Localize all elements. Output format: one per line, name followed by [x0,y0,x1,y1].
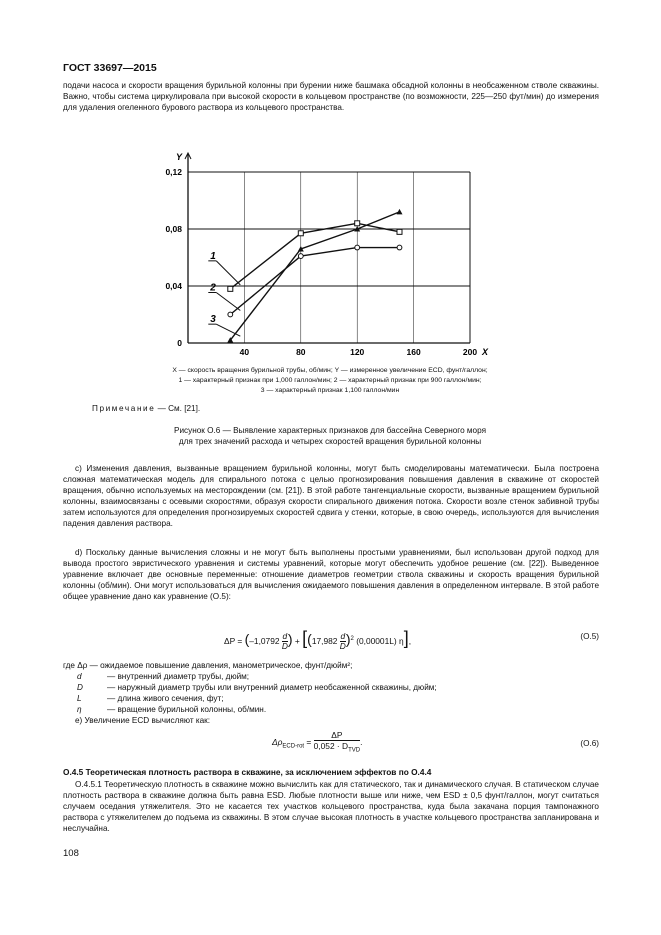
x-axis-label: X [482,347,489,357]
series-3-label: 3 [210,314,216,326]
x-tick-label-0: 40 [239,347,250,357]
y-tick-label-0: 0 [177,338,182,348]
series-1-point-1 [298,231,303,236]
where-intro: где Δρ — ожидаемое повышение давления, манометрическое, фунт/дюйм²; [63,661,353,670]
eq6-number: (О.6) [580,739,599,748]
equation-o6: $\Delta\rho_{ECD-rot}$ = ΔP $0,052 \cdot D_{TVD}$ . [272,730,363,754]
note-label: Примечание [92,404,156,413]
page-number: 108 [63,848,79,859]
variable-definitions [63,660,437,727]
y-tick-label-1: 0,04 [165,281,182,291]
eq5-lhs: ΔP = [224,636,245,646]
series-3-leader [216,324,240,336]
def-eta: η — вращение бурильной колонны, об/мин. [77,705,267,715]
series-2-point-0 [228,312,233,317]
figure-title [100,425,560,447]
chart [160,145,490,360]
series-1-leader [216,261,240,285]
paragraph-451: О.4.5.1 Теоретическую плотность в скважине можно вычислить как для статического, так и динамического случая. В статическом случае плотность раствора в скважине должна быть равна ESD. Любые плотности выше или ниже, чем ESD ± 0,5 фунт/галлон, могут считаться случаем оседания утяжелителя. Это не касается тех участков кольцевого пространства, куда была закачана порция тампонажного раствора с утяжелителем до подъема из скважины. В этом случае высокая плотность в участке кольцевого пространства запланирована и неслучайна. [63,780,599,834]
paragraph-c: c) Изменения давления, вызванные вращением бурильной колонны, могут быть смоделированы математически. Была построена сложная математическая модель для спирального потока с целью прогнозирования повышения давления в скважине от скоростей вращения, обычно используемых на месторождении (см. [21]). В этой работе тангенциальные скорости, вызванные вращением бурильной колонны, взаимосвязаны с осевыми скоростями, образуя скорости спирального движения потока. Скорости возле стенок забивной трубы затем используются для определения прогнозируемых скоростей сдвига у стенки, которые, в свою очередь, используются для вычисления падения давления раствора. [63,464,599,529]
x-tick-label-3: 160 [406,347,421,357]
series-2-line [230,248,399,315]
equation-o5: ΔP = (–1,0792 $\frac{d}{D}$ ) + [(17,982 $\frac{d}{D}$ )$^2$ (0,00001L) η], [224,628,412,652]
note-text: — См. [21]. [155,404,201,413]
series-1-label: 1 [210,250,216,262]
x-tick-label-4: 200 [462,347,478,357]
figure-title-line-1: Рисунок О.6 — Выявление характерных признаков для бассейна Северного моря [174,426,486,435]
series-2-leader [216,293,240,311]
intro-paragraph: подачи насоса и скорости вращения бурильной колонны при бурении ниже башмака обсадной колонны в необсаженном стволе скважины. Важно, чтобы система циркулировала при высокой скорости в кольцевом пространстве (по возможности, 225—250 фут/мин) до измерения для удаления огеленного бурового раствора из кольцевого пространства. [63,81,599,113]
eq5-coef2: 17,982 [311,636,338,646]
caption-line-3: 3 — характерный признак 1,100 галлон/мин [260,387,400,394]
caption-line-2: 1 — характерный признак при 1,000 галлон/мин; 2 — характерный признак при 900 галлон/мин; [178,377,482,384]
series-1-point-3 [397,229,402,234]
y-tick-label-2: 0,08 [165,224,182,234]
series-2-point-1 [298,254,303,259]
series-2-point-3 [397,245,402,250]
series-1-point-0 [228,286,233,291]
x-tick-label-2: 120 [350,347,365,357]
series-1-point-2 [355,221,360,226]
paragraph-d: d) Поскольку данные вычисления сложны и не могут быть выполнены простыми уравнениями, был использован другой подход для вывода простого эвристического уравнения и системы уравнений, которые могут обеспечить удобное решение (см. [22]). Выведенное уравнение включает две основные переменные: отношение диаметров геометрии ствола скважины и скорость вращения бурильной колонны (об/мин). Они могут использоваться для вычисления ожидаемого повышения давления в определенном интервале. В этой работе общее уравнение дано как уравнение (О.5): [63,548,599,602]
figure-note [92,404,200,413]
def-d: d — внутренний диаметр трубы, дюйм; [77,672,250,682]
para-e: e) Увеличение ECD вычисляют как: [75,716,211,726]
eq5-coef1: –1,0792 [249,636,280,646]
eq5-tail: (0,00001L) η [356,636,404,646]
page-header: ГОСТ 33697—2015 [63,62,157,74]
series-2-point-2 [355,245,360,250]
caption-line-1: X — скорость вращения бурильной трубы, об/мин; Y — измеренное увеличение ECD, фунт/галлон; [172,367,488,374]
chart-caption [130,366,530,396]
y-tick-label-3: 0,12 [165,167,182,177]
series-3-point-3 [397,209,403,215]
y-axis-label: Y [176,152,183,162]
def-D: D — наружный диаметр трубы или внутренний диаметр необсаженной скважины, дюйм; [77,683,437,693]
figure-title-line-2: для трех значений расхода и четырех скоростей вращения бурильной колонны [178,437,482,446]
section-title: О.4.5 Теоретическая плотность раствора в скважине, за исключением эффектов по О.4.4 [63,767,432,777]
series-1-line [230,223,399,289]
def-L: L — длина живого сечения, фут; [77,694,224,704]
x-tick-label-1: 80 [296,347,306,357]
series-2-label: 2 [210,282,216,294]
eq5-number: (О.5) [580,632,599,641]
